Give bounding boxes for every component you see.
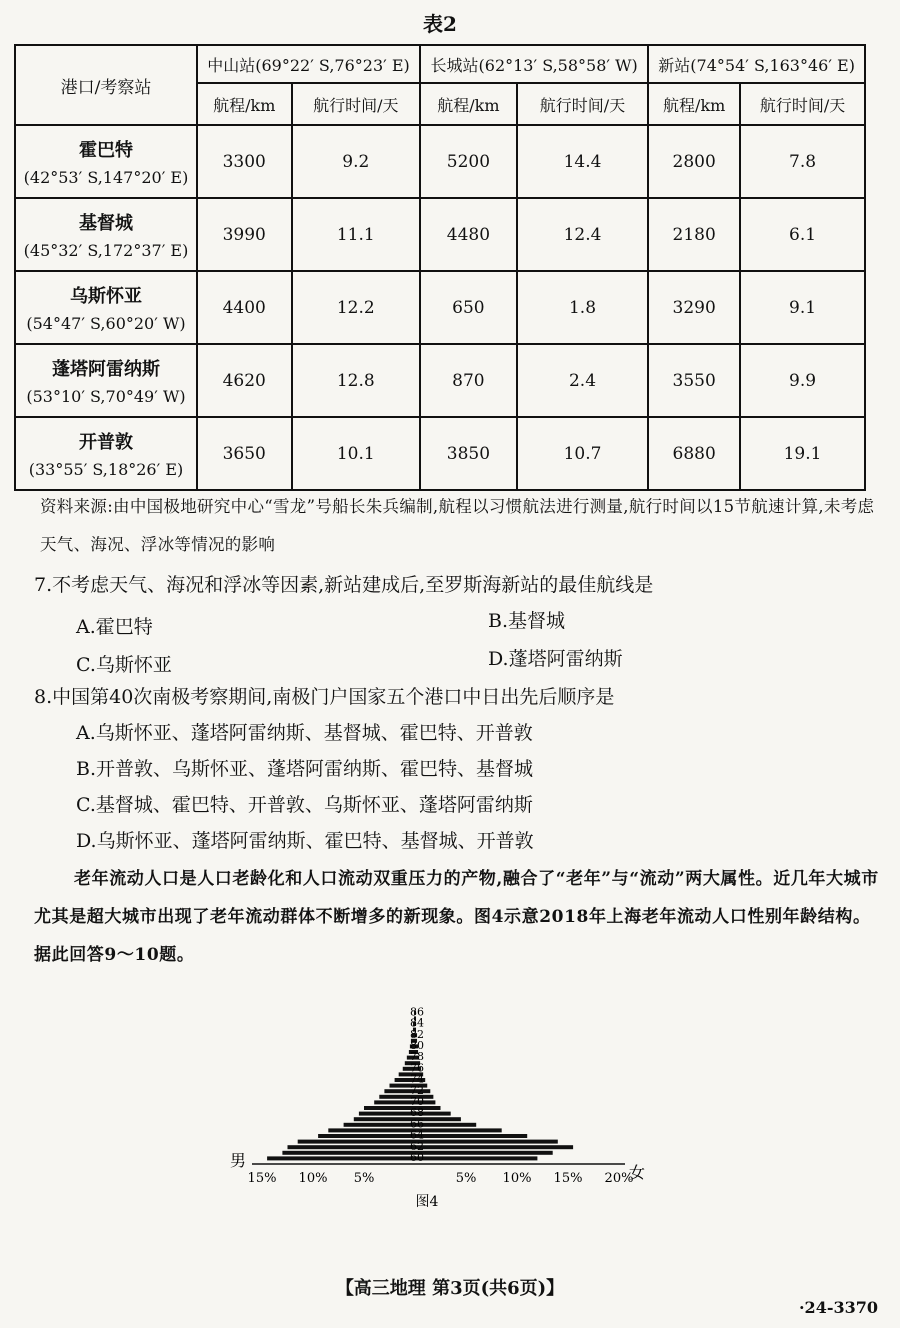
time-cell: 12.2	[292, 271, 421, 344]
time-cell: 12.4	[517, 198, 649, 271]
male-bar	[298, 1140, 415, 1144]
port-coordinates: (54°47′ S,60°20′ W)	[26, 314, 186, 333]
source-note: 资料来源:由中国极地研究中心“雪龙”号船长朱兵编制,航程以习惯航法进行测量,航行时间以15节航速计算,未考虑天气、海况、浮冰等情况的影响	[40, 497, 875, 554]
chart-caption: 图4	[415, 1194, 439, 1210]
route-table	[14, 44, 866, 491]
station-header-zhongshan: 中山站(69°22′ S,76°23′ E)	[197, 45, 420, 83]
port-cell	[15, 417, 197, 490]
col-time: 航行时间/天	[517, 83, 649, 125]
time-cell: 9.2	[292, 125, 421, 198]
time-cell: 10.1	[292, 417, 421, 490]
time-cell: 6.1	[740, 198, 865, 271]
distance-cell: 2180	[648, 198, 740, 271]
port-cell	[15, 125, 197, 198]
question-7: 7.不考虑天气、海况和浮冰等因素,新站建成后,至罗斯海新站的最佳航线是	[34, 574, 654, 596]
port-coordinates: (53°10′ S,70°49′ W)	[26, 387, 186, 406]
col-time: 航行时间/天	[292, 83, 421, 125]
col-time: 航行时间/天	[740, 83, 865, 125]
table-row	[15, 271, 865, 344]
distance-cell: 6880	[648, 417, 740, 490]
male-bar	[282, 1151, 415, 1155]
port-cell	[15, 344, 197, 417]
q8-option-d: D.乌斯怀亚、蓬塔阿雷纳斯、霍巴特、基督城、开普敦	[76, 830, 534, 852]
age-tick-label: 72	[410, 1083, 424, 1097]
distance-cell: 3290	[648, 271, 740, 344]
female-label: 女	[629, 1163, 646, 1182]
time-cell: 1.8	[517, 271, 649, 344]
table-row	[15, 125, 865, 198]
q7-option-a: A.霍巴特	[76, 616, 153, 638]
distance-cell: 650	[420, 271, 517, 344]
port-coordinates: (45°32′ S,172°37′ E)	[23, 241, 189, 260]
male-bar	[288, 1145, 416, 1149]
distance-cell: 4620	[197, 344, 292, 417]
port-name: 霍巴特	[79, 140, 133, 161]
x-tick-label: 20%	[604, 1171, 634, 1186]
age-tick-label: 82	[410, 1027, 424, 1041]
age-tick-label: 64	[410, 1128, 424, 1142]
age-tick-label: 70	[410, 1095, 424, 1108]
time-cell: 9.1	[740, 271, 865, 344]
age-tick-label: 62	[410, 1139, 424, 1153]
time-cell: 2.4	[517, 344, 649, 417]
q7-option-b: B.基督城	[488, 610, 566, 632]
age-tick-label: 78	[410, 1050, 424, 1064]
female-bar	[415, 1128, 502, 1132]
time-cell: 9.9	[740, 344, 865, 417]
female-bar	[415, 1145, 573, 1149]
table-row	[15, 344, 865, 417]
x-axis-ticks	[248, 1171, 634, 1186]
port-cell	[15, 271, 197, 344]
male-bar	[318, 1134, 415, 1138]
table-row	[15, 198, 865, 271]
age-tick-label: 68	[410, 1106, 424, 1120]
population-pyramid-chart	[230, 966, 690, 1214]
time-cell: 10.7	[517, 417, 649, 490]
distance-cell: 4480	[420, 198, 517, 271]
port-coordinates: (33°55′ S,18°26′ E)	[28, 460, 184, 479]
age-tick-label: 74	[410, 1072, 424, 1086]
q8-option-c: C.基督城、霍巴特、开普敦、乌斯怀亚、蓬塔阿雷纳斯	[76, 794, 533, 816]
port-name: 开普敦	[79, 432, 133, 453]
col-distance: 航程/km	[648, 83, 740, 125]
table-row	[15, 417, 865, 490]
port-name: 蓬塔阿雷纳斯	[52, 359, 160, 380]
x-tick-label: 10%	[298, 1171, 328, 1186]
distance-cell: 3550	[648, 344, 740, 417]
x-tick-label: 5%	[455, 1171, 477, 1186]
time-cell: 12.8	[292, 344, 421, 417]
male-bar	[364, 1106, 415, 1110]
distance-cell: 870	[420, 344, 517, 417]
distance-cell: 3650	[197, 417, 292, 490]
q8-option-a: A.乌斯怀亚、蓬塔阿雷纳斯、基督城、霍巴特、开普敦	[76, 722, 533, 744]
port-header: 港口/考察站	[15, 45, 197, 125]
port-name: 基督城	[79, 213, 133, 234]
male-label: 男	[230, 1151, 247, 1170]
question-8: 8.中国第40次南极考察期间,南极门户国家五个港口中日出先后顺序是	[34, 686, 615, 708]
male-bar	[267, 1156, 415, 1160]
female-bar	[415, 1123, 476, 1127]
age-tick-label: 66	[410, 1117, 424, 1131]
female-bar	[415, 1151, 553, 1155]
distance-cell: 3300	[197, 125, 292, 198]
age-tick-label: 80	[410, 1039, 424, 1052]
time-cell: 7.8	[740, 125, 865, 198]
station-header-new: 新站(74°54′ S,163°46′ E)	[648, 45, 865, 83]
q8-option-b: B.开普敦、乌斯怀亚、蓬塔阿雷纳斯、霍巴特、基督城	[76, 758, 534, 780]
x-tick-label: 15%	[553, 1171, 583, 1186]
page-code: ·24-3370	[798, 1298, 878, 1317]
male-bar	[328, 1128, 415, 1132]
age-tick-label: 86	[410, 1005, 424, 1019]
col-distance: 航程/km	[420, 83, 517, 125]
female-bar	[415, 1140, 558, 1144]
port-name: 乌斯怀亚	[70, 286, 142, 307]
distance-cell: 4400	[197, 271, 292, 344]
distance-cell: 5200	[420, 125, 517, 198]
time-cell: 14.4	[517, 125, 649, 198]
q7-option-d: D.蓬塔阿雷纳斯	[488, 648, 623, 670]
reading-passage: 老年流动人口是人口老龄化和人口流动双重压力的产物,融合了“老年”与“流动”两大属性。近几年大城市尤其是超大城市出现了老年流动群体不断增多的新现象。图4示意2018年上海老年流动人口性别年龄结构。据此回答9～10题。	[34, 869, 879, 965]
male-bar	[359, 1112, 415, 1116]
female-bar	[415, 1134, 527, 1138]
table-title: 表2	[423, 12, 457, 36]
female-bar	[415, 1156, 537, 1160]
port-cell	[15, 198, 197, 271]
page-footer: 【高三地理 第3页(共6页)】	[335, 1278, 565, 1299]
x-tick-label: 15%	[247, 1171, 277, 1186]
age-tick-label: 60	[410, 1151, 424, 1164]
age-tick-label: 84	[410, 1016, 424, 1030]
male-bar	[354, 1117, 415, 1121]
port-coordinates: (42°53′ S,147°20′ E)	[23, 168, 189, 187]
distance-cell: 3850	[420, 417, 517, 490]
age-tick-label: 76	[410, 1061, 424, 1075]
x-tick-label: 5%	[353, 1171, 375, 1186]
distance-cell: 2800	[648, 125, 740, 198]
distance-cell: 3990	[197, 198, 292, 271]
male-bar	[344, 1123, 415, 1127]
q7-option-c: C.乌斯怀亚	[76, 654, 172, 676]
col-distance: 航程/km	[197, 83, 292, 125]
time-cell: 19.1	[740, 417, 865, 490]
station-header-changcheng: 长城站(62°13′ S,58°58′ W)	[420, 45, 648, 83]
male-bar	[374, 1100, 415, 1104]
x-tick-label: 10%	[502, 1171, 532, 1186]
time-cell: 11.1	[292, 198, 421, 271]
age-axis	[410, 1005, 424, 1164]
